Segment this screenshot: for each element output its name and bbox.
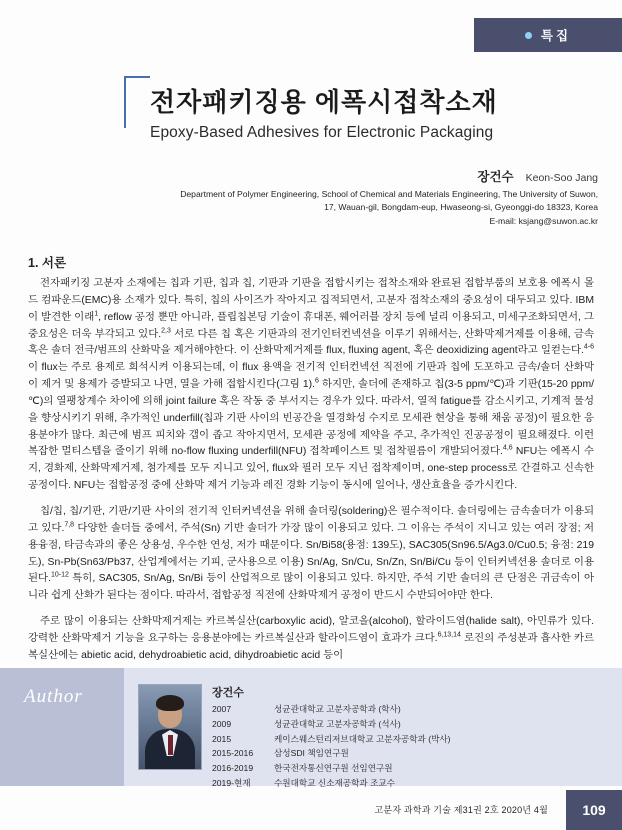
- cv-year: 2019-현재: [212, 777, 251, 788]
- page-title-korean: 전자패키징용 에폭시접착소재: [150, 87, 498, 117]
- list-item: [212, 717, 451, 732]
- title-rule-horizontal: [124, 76, 150, 78]
- cv-text: 한국전자통신연구원 선임연구원: [274, 763, 393, 774]
- author-name-english: Keon-Soo Jang: [525, 172, 598, 184]
- author-cv-list: [212, 702, 451, 791]
- avatar: [138, 684, 202, 770]
- paragraph-2: 칩/칩, 칩/기판, 기판/기판 사이의 전기적 인터커넥션을 위해 솔더링(soldering)은 필수적이다. 솔더링에는 금속솔더가 이용되고 있다.$^{7,8}$ 다양한 솔더들 중에서, 주석(Sn) 기반 솔더가 가장 많이 이용되고 있다. 그 이유는 주석이 지니고 있는 여러 장점; 저용융점, 타금속과의 좋은 상용성, 우수한 연성, 저가 때문이다. Sn/Bi58(용점: 139도), SAC305(Sn96.5/Ag3.0/Cu0.5; 융점: 219도), Sn-Pb(Sn63/Pb37, 산업계에서는 기피, 군사용으로 이용) Sn/Ag, Sn/Cu, Sn/Zn, Sn/Bi/Cu 등이 인터커넥션용 솔더로 이용된다.$^{10-12}$ 특히, SAC305, Sn/Ag, Sn/Bi 등이 산업적으로 많이 이용되고 있다. 하지만, 주석 기반 솔더의 큰 단점은 귀금속이 아니라 쉽게 산화가 된다는 점이다. 따라서, 접합공정 직전에 산화막제거 공정이 반드시 수반되어야만 한다.: [28, 505, 595, 602]
- special-issue-tab: [474, 18, 622, 52]
- cv-year: 2015-2016: [212, 748, 254, 759]
- affiliation-line-2: 17, Wauan-gil, Bongdam-eup, Hwaseong-si, Gyeonggi-do 18323, Korea: [324, 202, 598, 213]
- cv-text: 성균관대학교 고분자공학과 (석사): [274, 718, 401, 729]
- affiliation: [98, 188, 598, 228]
- paragraph-3: 주로 많이 이용되는 산화막제거제는 카르복실산(carboxylic acid), 알코올(alcohol), 할라이드염(halide salt), 아민류가 있다. 강력한 산화막제거 기능을 요구하는 응용분야에는 카르복실산과 할라이드염이 효과가 크다.$^{6,13,14}$ 로진의 주성분과 흡사한 카르복실산에는 abietic acid, dehydroabietic acid, dihydroabietic acid 등이: [28, 616, 594, 661]
- author-name-korean: 장건수: [477, 170, 514, 184]
- page-title-english: Epoxy-Based Adhesives for Electronic Packaging: [150, 124, 494, 141]
- dot-icon: [525, 32, 532, 39]
- list-item: [212, 761, 451, 776]
- affiliation-line-1: Department of Polymer Engineering, School of Chemical and Materials Engineering, The University of Suwon,: [180, 189, 598, 199]
- author-sidebar-label: Author: [24, 686, 83, 707]
- journal-meta: 고분자 과학과 기술 제31권 2호 2020년 4월: [374, 805, 548, 815]
- cv-text: 케이스웨스턴리저브대학교 고분자공학과 (박사): [274, 733, 451, 744]
- cv-text: 삼성SDI 책임연구원: [274, 748, 349, 759]
- cv-year: 2016-2019: [212, 763, 254, 774]
- author-bio-box: [0, 668, 622, 786]
- list-item: [212, 732, 451, 747]
- avatar-hair: [156, 695, 184, 711]
- special-issue-label: 특집: [540, 29, 572, 43]
- byline: [477, 167, 598, 185]
- cv-year: 2007: [212, 704, 232, 714]
- page-footer: [0, 786, 622, 830]
- page-number: 109: [566, 790, 622, 830]
- avatar-tie: [168, 735, 173, 755]
- author-bio-sidebar: [0, 668, 124, 786]
- cv-text: 성균관대학교 고분자공학과 (학사): [274, 704, 401, 714]
- cv-text: 수원대학교 신소재공학과 조교수: [274, 777, 395, 788]
- cv-year: 2015: [212, 733, 232, 744]
- section-heading: 1. 서론: [28, 256, 67, 270]
- title-rule-vertical: [124, 76, 126, 128]
- affiliation-email: E-mail: ksjang@suwon.ac.kr: [489, 215, 598, 226]
- author-bio-name: 장건수: [212, 687, 244, 699]
- paragraph-1: 전자패키징 고분자 소재에는 칩과 기판, 칩과 칩, 기판과 기판을 접합시키는 접착소재와 완료된 접합부품의 보호용 에폭시 몰드 컴파운드(EMC)용 소재가 있다. 특히, 칩의 사이즈가 작아지고 집적되면서, 고분자 접착소재의 중요성이 대두되고 있다. IBM이 발견한 이래$^1$, reflow 공정 뿐만 아니라, 플립칩본딩 기술이 휴대폰, 웨어러블 장치 등에 널리 이용되고, 미세구조화되면서, 그 중요성은 더욱 부각되고 있다.$^{2,3}$ 서로 다른 칩 혹은 기판과의 전기인터컨넥션을 이루기 위해서는, 산화막제거제를 이용해, 금속 혹은 솔더 전극/범프의 산화막을 제거해야한다. 이 산화막제거제를 flux, fluxing agent, 혹은 deoxidizing agent라고 일컫는다.$^{4-6}$ 이 flux는 주로 용제로 희석시켜 이용되는데, 이 flux 용액을 전기적 인터컨넥션 직전에 기판과 칩에 도포하고 금속/솔더 산화막이 제거 및 용제가 증발되고 나면, 열을 가해 접합시킨다(그림 1).$^6$ 하지만, 솔더에 존재하고 칩(3-5 ppm/℃)과 기판(15-20 ppm/℃)의 열팽창계수 차이에 의해 joint failure 혹은 작동 중 부서지는 경우가 있다. 따라서, 열적 fatigue를 감소시키고, 기계적 물성을 향상시키기 위해, 추가적인 underfill(칩과 기판 사이의 빈공간을 열경화성 수지로 모세관 현상을 통해 채움 공정)이 필요한 응용분야가 많다. 최근에 범프 피치와 갭이 좁고 작아지면서, 모세관 공정에 제약을 주고, 추가적인 진공공정이 필요해졌다. 이런 복잡한 멀티스텝을 줄이기 위해 no-flow fluxing underfill(NFU) 접착페이스트 및 접착필름이 개발되어졌다.$^{4,6}$ NFU는 에폭시 수지, 경화제, 산화막제거제, 첨가제를 모두 지니고 있어, flux와 필러 모두 지닌 접착제이며, one-step process로 간결하고 신속한 공정이다. NFU는 접합공정 중에 산화막 제거 기능과 레진 경화 기능이 동시에 일어나, 생산효율을 증가시킨다.: [28, 278, 595, 492]
- list-item: [212, 746, 451, 761]
- cv-year: 2009: [212, 718, 232, 729]
- body-text: [28, 276, 594, 674]
- list-item: [212, 702, 451, 717]
